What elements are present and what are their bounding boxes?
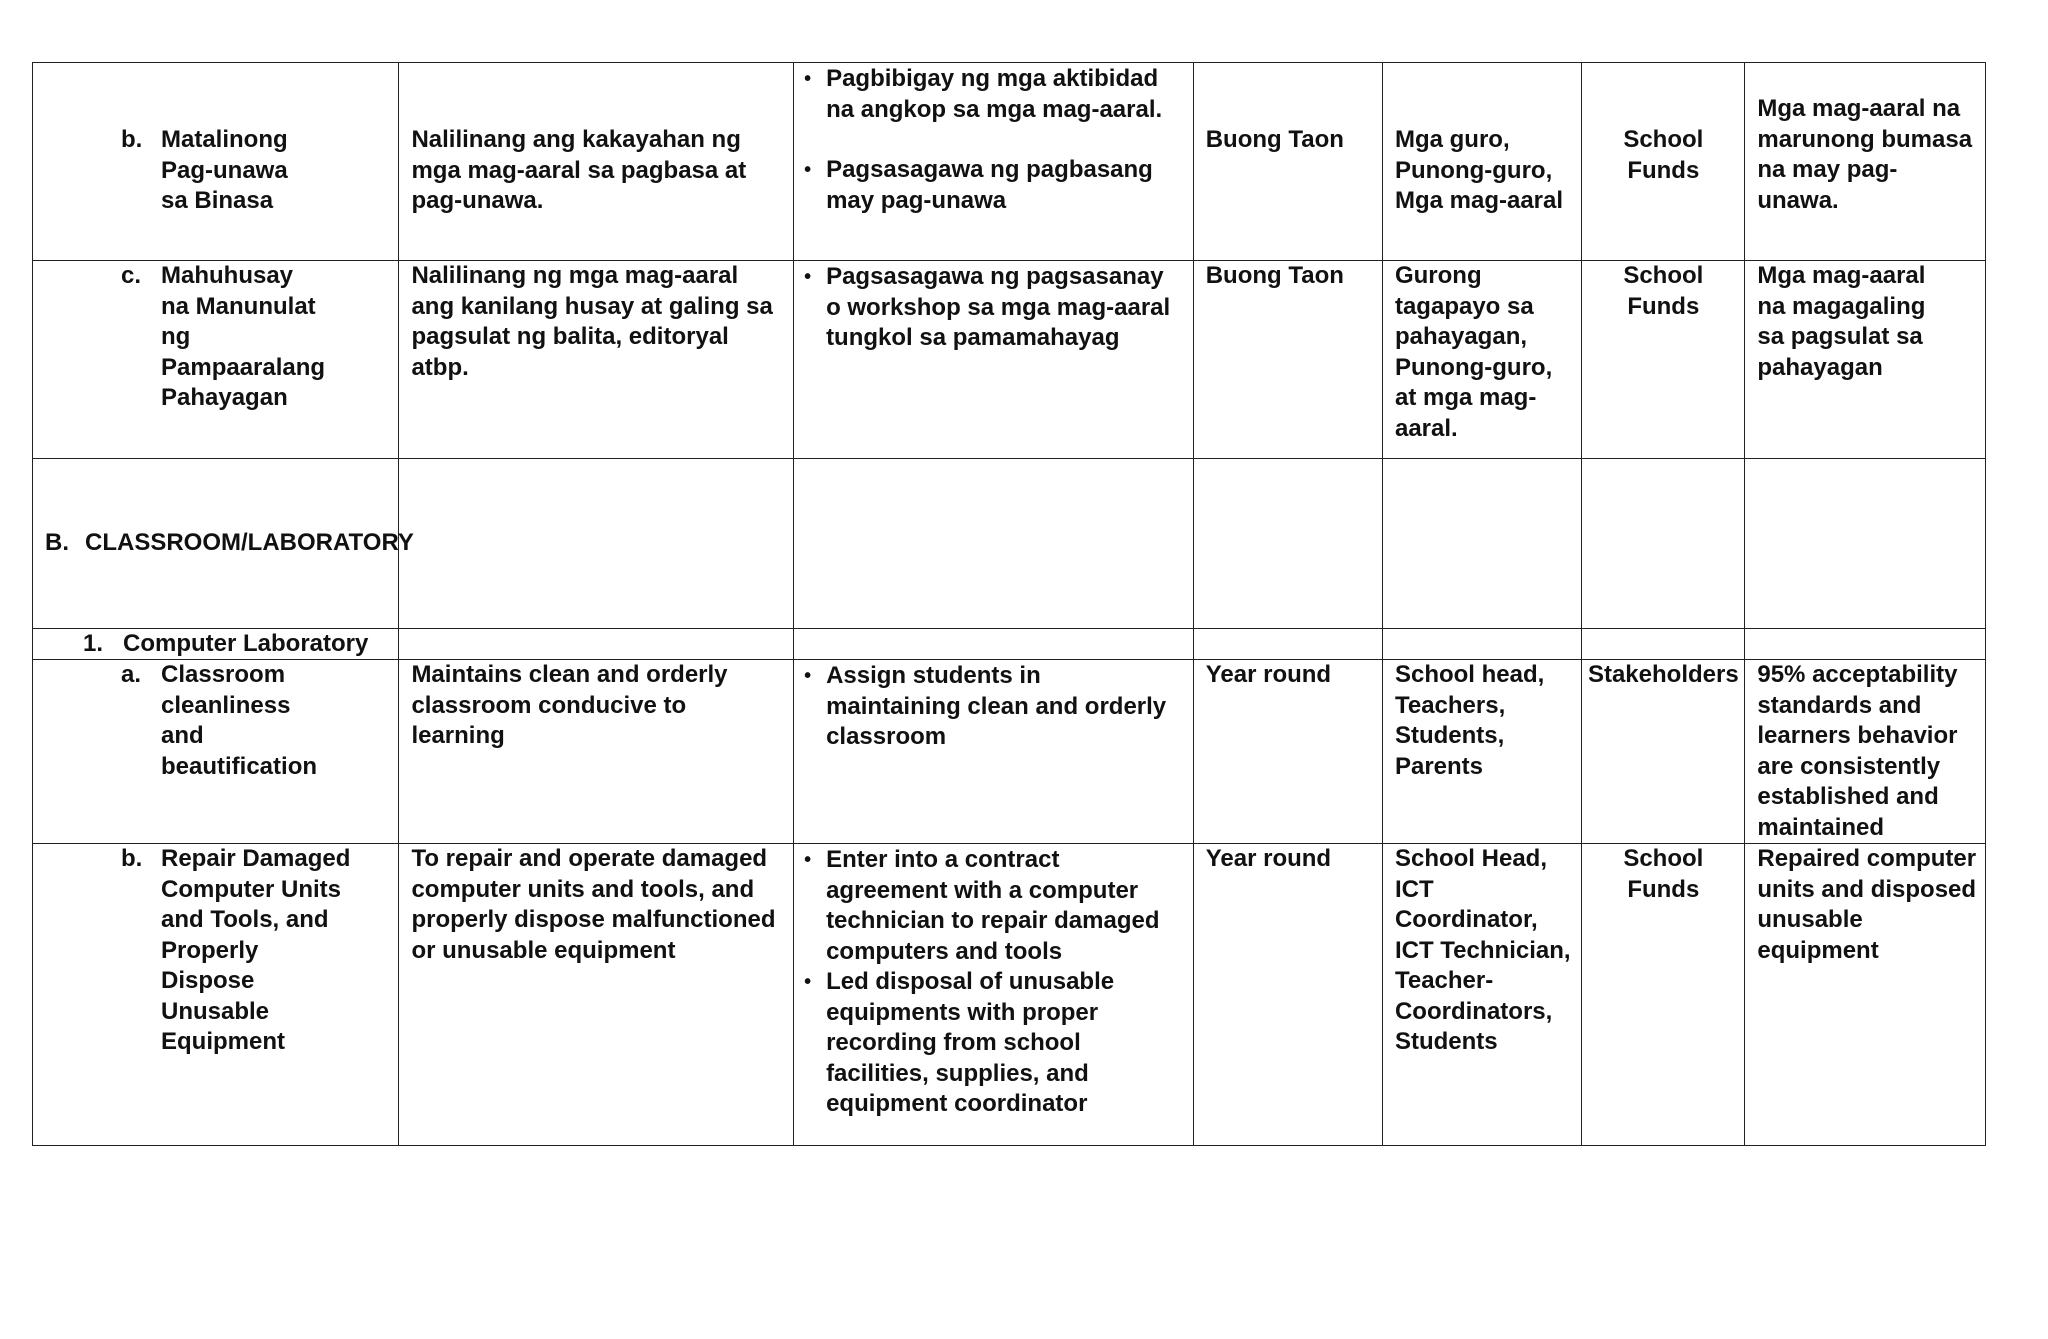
- list-item: • Enter into a contract agreement with a computer technician to repair damaged computers and tools: [804, 845, 1181, 967]
- item-cell: [33, 660, 399, 844]
- persons-cell: School Head, ICT Coordinator, ICT Technician, Teacher-Coordinators, Students: [1382, 844, 1581, 1146]
- section-cell: [33, 459, 414, 629]
- objective-cell: [399, 63, 794, 261]
- list-item: • Led disposal of unusable equipments with proper recording from school facilities, supplies, and equipment coordinator: [804, 967, 1181, 1120]
- output-cell: Repaired computer units and disposed unusable equipment: [1745, 844, 1986, 1146]
- section-title: CLASSROOM/LABORATORY: [85, 529, 414, 557]
- bullet-icon: •: [804, 849, 812, 871]
- section-row: [33, 459, 1986, 629]
- activities-cell: [794, 844, 1194, 1146]
- objective-text: To repair and operate damaged computer units and tools, and properly dispose malfunctioned or unusable equipment: [411, 845, 776, 964]
- item-title: Repair Damaged Computer Units and Tools, and Properly Dispose Unusable Equipment: [161, 845, 351, 1055]
- subsection-cell: [33, 629, 399, 660]
- objective-cell: [399, 261, 794, 459]
- timeframe-cell: Buong Taon: [1193, 63, 1382, 261]
- timeframe-cell: Year round: [1193, 844, 1382, 1146]
- list-item: • Assign students in maintaining clean and orderly classroom: [804, 661, 1181, 753]
- objective-text: Nalilinang ng mga mag-aaral ang kanilang husay at galing sa pagsulat ng balita, editoryal atbp.: [411, 262, 773, 381]
- funds-cell: School Funds: [1582, 63, 1745, 261]
- item-number: a.: [121, 661, 142, 688]
- table-row: [33, 844, 1986, 1146]
- table-row: [33, 63, 1986, 261]
- section-number: B.: [45, 529, 69, 557]
- funds-cell: School Funds: [1582, 261, 1745, 459]
- subsection-title: Computer Laboratory: [123, 630, 369, 657]
- timeframe-cell: Buong Taon: [1193, 261, 1382, 459]
- bullet-icon: •: [804, 159, 812, 181]
- funds-cell: School Funds: [1582, 844, 1745, 1146]
- subsection-row: [33, 629, 1986, 660]
- item-number: c.: [121, 262, 142, 289]
- output-cell: 95% acceptability standards and learners behavior are consistently established and maintained: [1745, 660, 1986, 844]
- table-row: [33, 660, 1986, 844]
- item-cell: [33, 63, 399, 261]
- list-item: • Pagsasagawa ng pagbasang may pag-unawa: [804, 155, 1181, 216]
- persons-cell: Gurong tagapayo sa pahayagan, Punong-guro, at mga mag-aaral.: [1382, 261, 1581, 459]
- activities-cell: [794, 63, 1194, 261]
- list-item: • Pagsasagawa ng pagsasanay o workshop sa mga mag-aaral tungkol sa pamamahayag: [804, 262, 1181, 354]
- objective-cell: [399, 844, 794, 1146]
- persons-cell: School head, Teachers, Students, Parents: [1382, 660, 1581, 844]
- bullet-icon: •: [804, 665, 812, 687]
- item-number: b.: [121, 126, 143, 153]
- funds-cell: Stakeholders: [1582, 660, 1745, 844]
- timeframe-cell: Year round: [1193, 660, 1382, 844]
- bullet-icon: •: [804, 68, 812, 90]
- activities-cell: [794, 261, 1194, 459]
- objective-text: Maintains clean and orderly classroom conducive to learning: [411, 661, 728, 749]
- item-cell: [33, 844, 399, 1146]
- subsection-number: 1.: [83, 630, 104, 657]
- item-title: Classroom cleanliness and beautification: [161, 661, 318, 780]
- bullet-icon: •: [804, 266, 812, 288]
- action-plan-table: [32, 62, 1986, 1146]
- objective-text: Nalilinang ang kakayahan ng mga mag-aaral sa pagbasa at pag-unawa.: [411, 126, 747, 214]
- objective-cell: [399, 660, 794, 844]
- output-cell: Mga mag-aaral na marunong bumasa na may pag-unawa.: [1745, 63, 1986, 261]
- item-title: Mahuhusay na Manunulat ng Pampaaralang Pahayagan: [161, 262, 326, 411]
- persons-cell: Mga guro, Punong-guro, Mga mag-aaral: [1382, 63, 1581, 261]
- item-title: Matalinong Pag-unawa sa Binasa: [161, 126, 288, 214]
- item-number: b.: [121, 845, 143, 872]
- activities-cell: [794, 660, 1194, 844]
- list-item: • Pagbibigay ng mga aktibidad na angkop sa mga mag-aaral.: [804, 64, 1181, 125]
- bullet-icon: •: [804, 971, 812, 993]
- item-cell: [33, 261, 399, 459]
- output-cell: Mga mag-aaral na magagaling sa pagsulat sa pahayagan: [1745, 261, 1986, 459]
- table-row: [33, 261, 1986, 459]
